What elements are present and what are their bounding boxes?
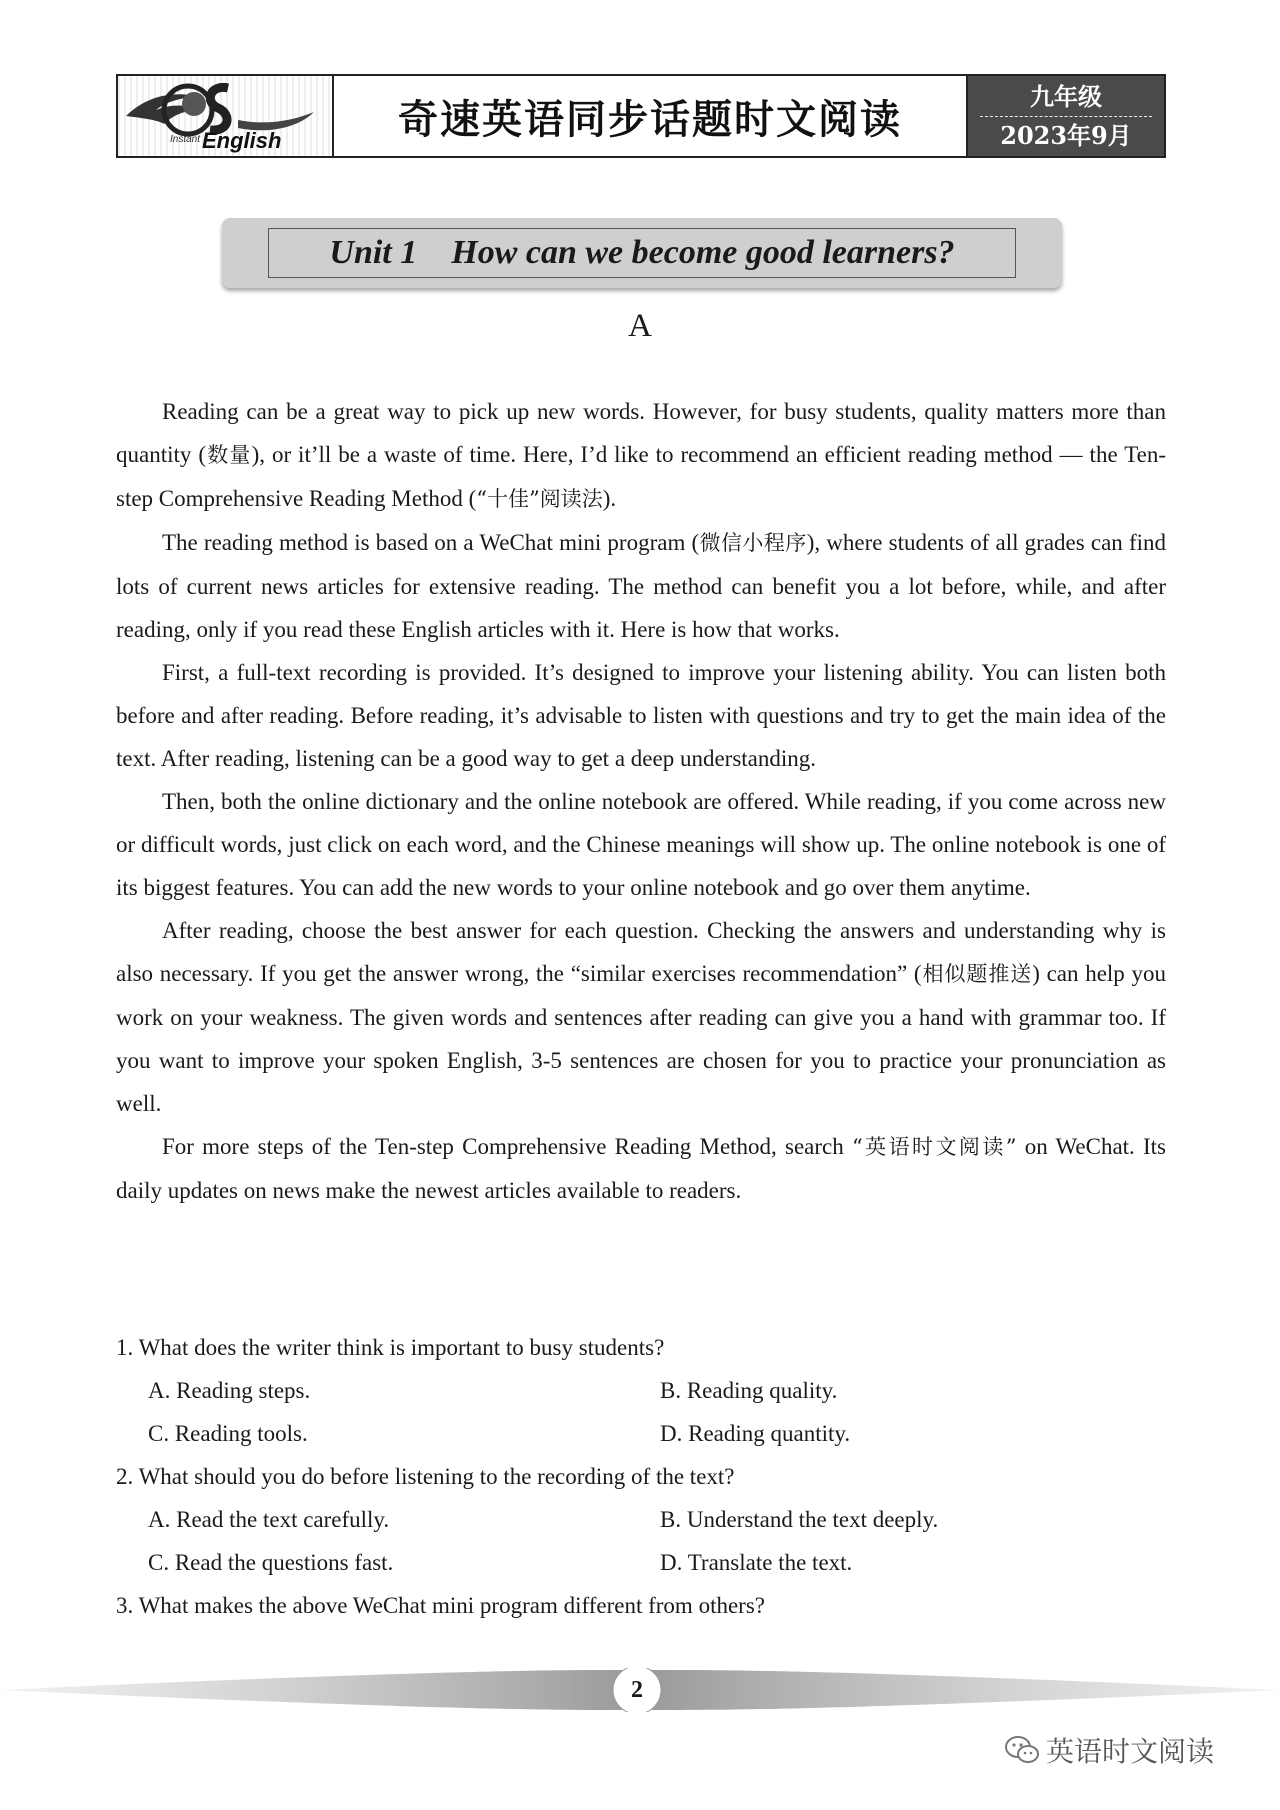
issue-divider: [980, 116, 1152, 117]
question-stem: 2. What should you do before listening to the recording of the text?: [116, 1464, 735, 1489]
issue-info: [968, 76, 1164, 156]
header-title-cell: [334, 76, 968, 156]
grade-label: 九年级: [1030, 82, 1102, 111]
option-row: [116, 1498, 1166, 1541]
article-paragraph: First, a full-text recording is provided. It’s designed to improve your listening ability. You can listen both before and after reading. Before reading, it’s advisable to listen with questions and try to get the main idea of the text. After reading, listening can be a good way to get a deep understanding.: [116, 660, 1166, 771]
wechat-icon: [1004, 1735, 1040, 1765]
chinese-gloss: “十佳”阅读法: [476, 487, 603, 511]
article-paragraph: For more steps of the Ten-step Comprehensive Reading Method, search “英语时文阅读” on WeChat. Its daily updates on news make the newest articles available to readers.: [116, 1134, 1166, 1203]
page-number: 2: [631, 1676, 643, 1703]
chinese-gloss: “英语时文阅读”: [851, 1135, 1017, 1159]
unit-banner: [222, 218, 1062, 288]
option-row: [116, 1412, 1166, 1455]
option-b: B. Reading quality.: [660, 1378, 838, 1403]
question-item: [116, 1584, 1166, 1627]
option-d: D. Translate the text.: [660, 1550, 853, 1575]
page-header: [116, 74, 1166, 158]
logo-english-text: English: [202, 128, 282, 153]
option-d: D. Reading quantity.: [660, 1421, 851, 1446]
issue-date: 2023年9月: [1000, 120, 1132, 150]
option-a: A. Read the text carefully.: [148, 1507, 390, 1532]
option-b: B. Understand the text deeply.: [660, 1507, 939, 1532]
option-a: A. Reading steps.: [148, 1378, 311, 1403]
chinese-gloss: 微信小程序: [699, 531, 807, 555]
chinese-gloss: 数量: [206, 443, 252, 467]
option-c: C. Reading tools.: [148, 1421, 308, 1446]
option-c: C. Read the questions fast.: [148, 1550, 394, 1575]
question-stem: 3. What makes the above WeChat mini program different from others?: [116, 1593, 765, 1618]
wechat-watermark: [1004, 1730, 1214, 1770]
article-paragraph: Reading can be a great way to pick up new words. However, for busy students, quality matters more than quantity (数量), or it’ll be a waste of time. Here, I’d like to recommend an efficient reading method — the Ten-step Comprehensive Reading Method (“十佳”阅读法).: [116, 399, 1167, 511]
question-item: [116, 1326, 1166, 1455]
watermark-text: 英语时文阅读: [1046, 1735, 1215, 1768]
chinese-gloss: 相似题推送: [921, 962, 1033, 986]
section-letter: A: [628, 308, 652, 344]
article-paragraph: The reading method is based on a WeChat mini program (微信小程序), where students of all grades can find lots of current news articles for extensive reading. The method can benefit you a lot before, while, and after reading, only if you read these English articles with it. Here is how that works.: [116, 530, 1166, 642]
article-paragraph: Then, both the online dictionary and the online notebook are offered. While reading, if you come across new or difficult words, just click on each word, and the Chinese meanings will show up. The online notebook is one of its biggest features. You can add the new words to your online notebook and go over them anytime.: [116, 789, 1166, 900]
question-list: [116, 1326, 1166, 1627]
option-row: [116, 1369, 1166, 1412]
unit-label: Unit 1: [329, 234, 418, 271]
logo-instant-text: Instant: [170, 134, 201, 145]
article-paragraph: After reading, choose the best answer for each question. Checking the answers and understanding why is also necessary. If you get the answer wrong, the “similar exercises recommendation” (相似题推送) can help you work on your weakness. The given words and sentences after reading can give you a hand with grammar too. If you want to improve your spoken English, 3-5 sentences are chosen for you to practice your pronunciation as well.: [116, 918, 1166, 1116]
unit-title: How can we become good learners?: [451, 234, 955, 271]
unit-banner-frame: [268, 228, 1016, 278]
article-body: [116, 390, 1166, 1212]
publication-title: 奇速英语同步话题时文阅读: [398, 96, 902, 143]
question-item: [116, 1455, 1166, 1584]
publisher-logo: [118, 76, 334, 156]
question-stem: 1. What does the writer think is important to busy students?: [116, 1335, 665, 1360]
option-row: [116, 1541, 1166, 1584]
